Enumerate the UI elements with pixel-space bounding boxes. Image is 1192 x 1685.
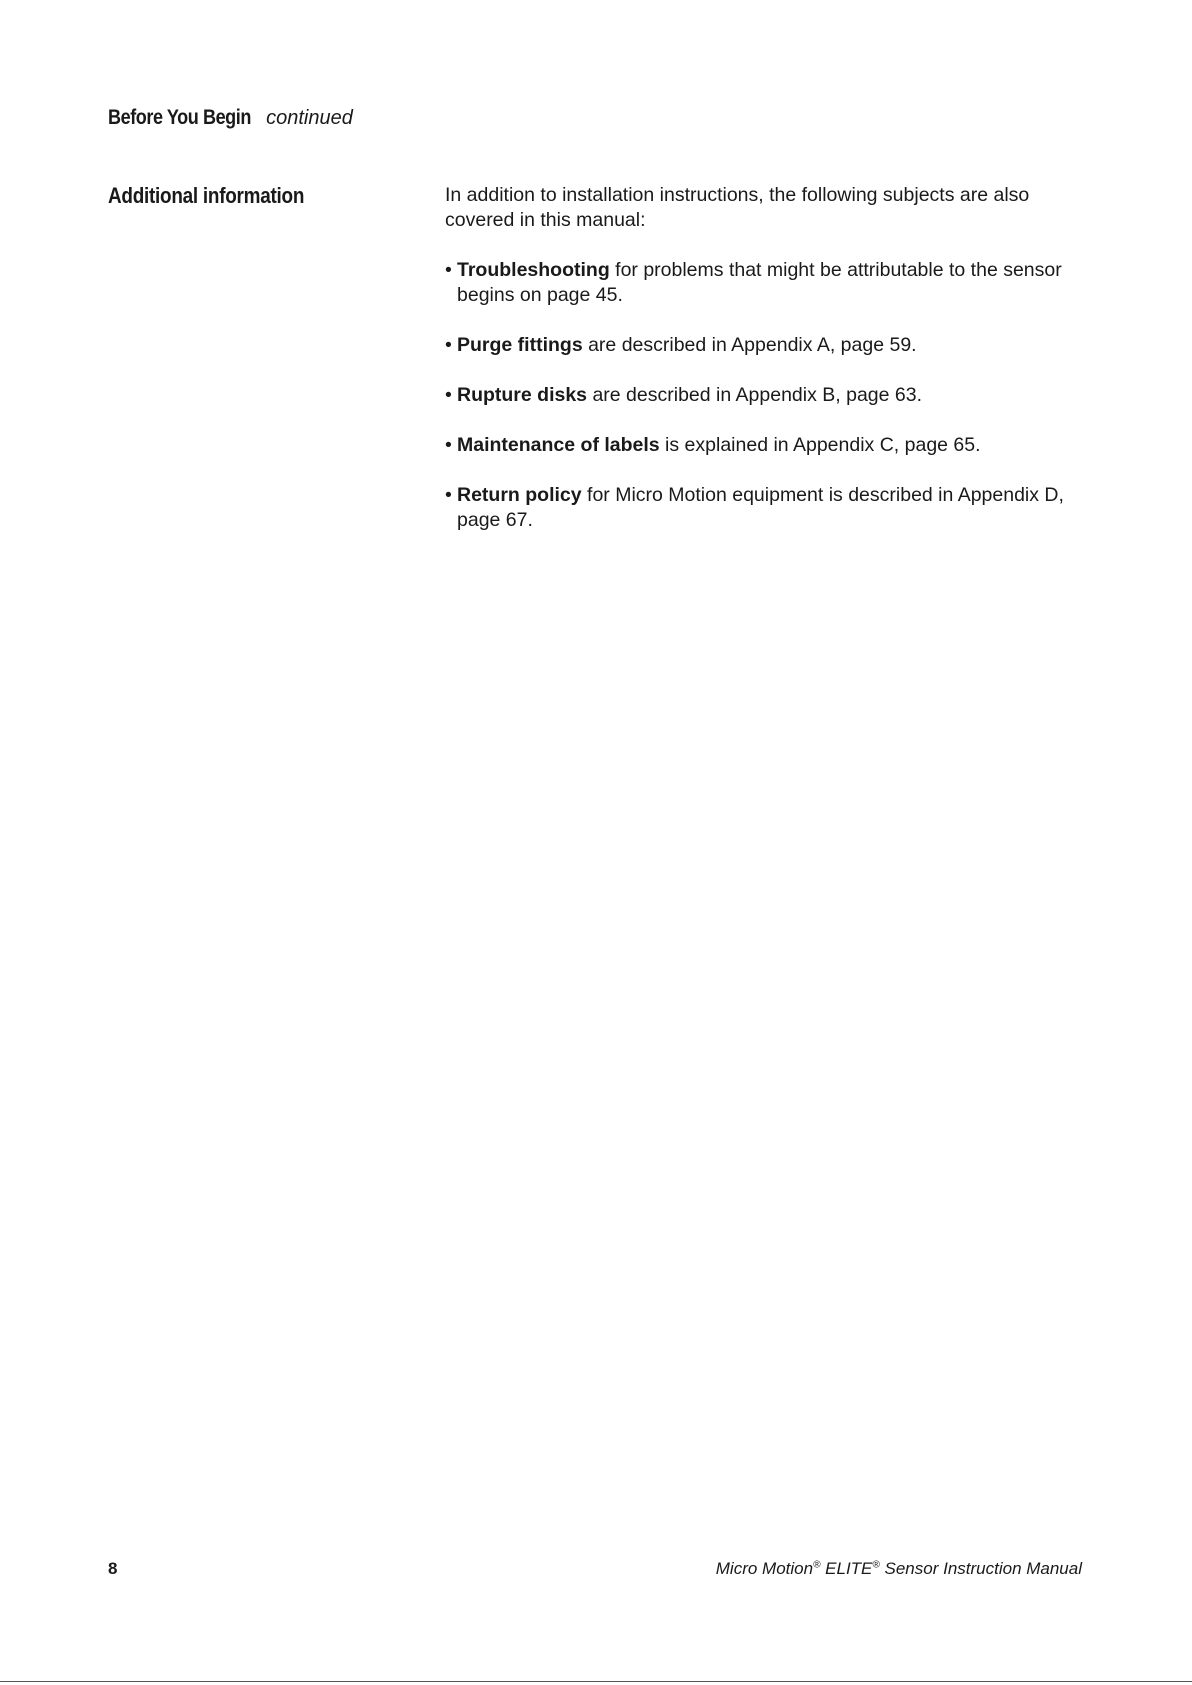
list-item-purge-fittings — [445, 333, 1095, 358]
subject-list — [445, 258, 1095, 533]
list-item-term: Purge fittings — [457, 334, 583, 356]
running-header-title: Before You Begin — [108, 106, 251, 129]
running-header — [108, 104, 353, 132]
list-item-return-policy — [445, 483, 1095, 533]
footer-product: ELITE — [820, 1559, 873, 1578]
footer-page-number: 8 — [108, 1559, 118, 1578]
page-bottom-divider — [0, 1681, 1192, 1682]
list-item-term: Return policy — [457, 484, 582, 506]
registered-mark: ® — [872, 1559, 880, 1571]
section-heading: Additional information — [108, 183, 305, 208]
list-item-troubleshooting — [445, 258, 1095, 308]
footer-manual-name: Sensor Instruction Manual — [879, 1559, 1082, 1578]
list-item-text: are described in Appendix A, page 59. — [582, 334, 917, 356]
list-item-text: for Micro Motion equipment is described in Appendix D, page 67. — [457, 484, 1064, 531]
list-item-rupture-disks — [445, 383, 1095, 408]
list-item-term: Rupture disks — [457, 384, 588, 406]
running-header-continued: continued — [266, 107, 353, 129]
list-item-text: for problems that might be attributable to the sensor begins on page 45. — [457, 259, 1062, 306]
list-item-maintenance-of-labels — [445, 433, 1095, 458]
bullet-icon: • — [445, 259, 452, 281]
section-body — [445, 183, 1095, 558]
bullet-icon: • — [445, 434, 452, 456]
bullet-icon: • — [445, 334, 452, 356]
registered-mark: ® — [813, 1559, 821, 1571]
list-item-text: is explained in Appendix C, page 65. — [659, 434, 981, 456]
bullet-icon: • — [445, 484, 452, 506]
footer-manual-title — [716, 1558, 1082, 1580]
list-item-text: are described in Appendix B, page 63. — [587, 384, 923, 406]
bullet-icon: • — [445, 384, 452, 406]
intro-paragraph: In addition to installation instructions, the following subjects are also covered in this manual: — [445, 184, 1030, 231]
list-item-term: Maintenance of labels — [457, 434, 660, 456]
list-item-term: Troubleshooting — [457, 259, 610, 281]
footer-brand: Micro Motion — [715, 1559, 814, 1578]
